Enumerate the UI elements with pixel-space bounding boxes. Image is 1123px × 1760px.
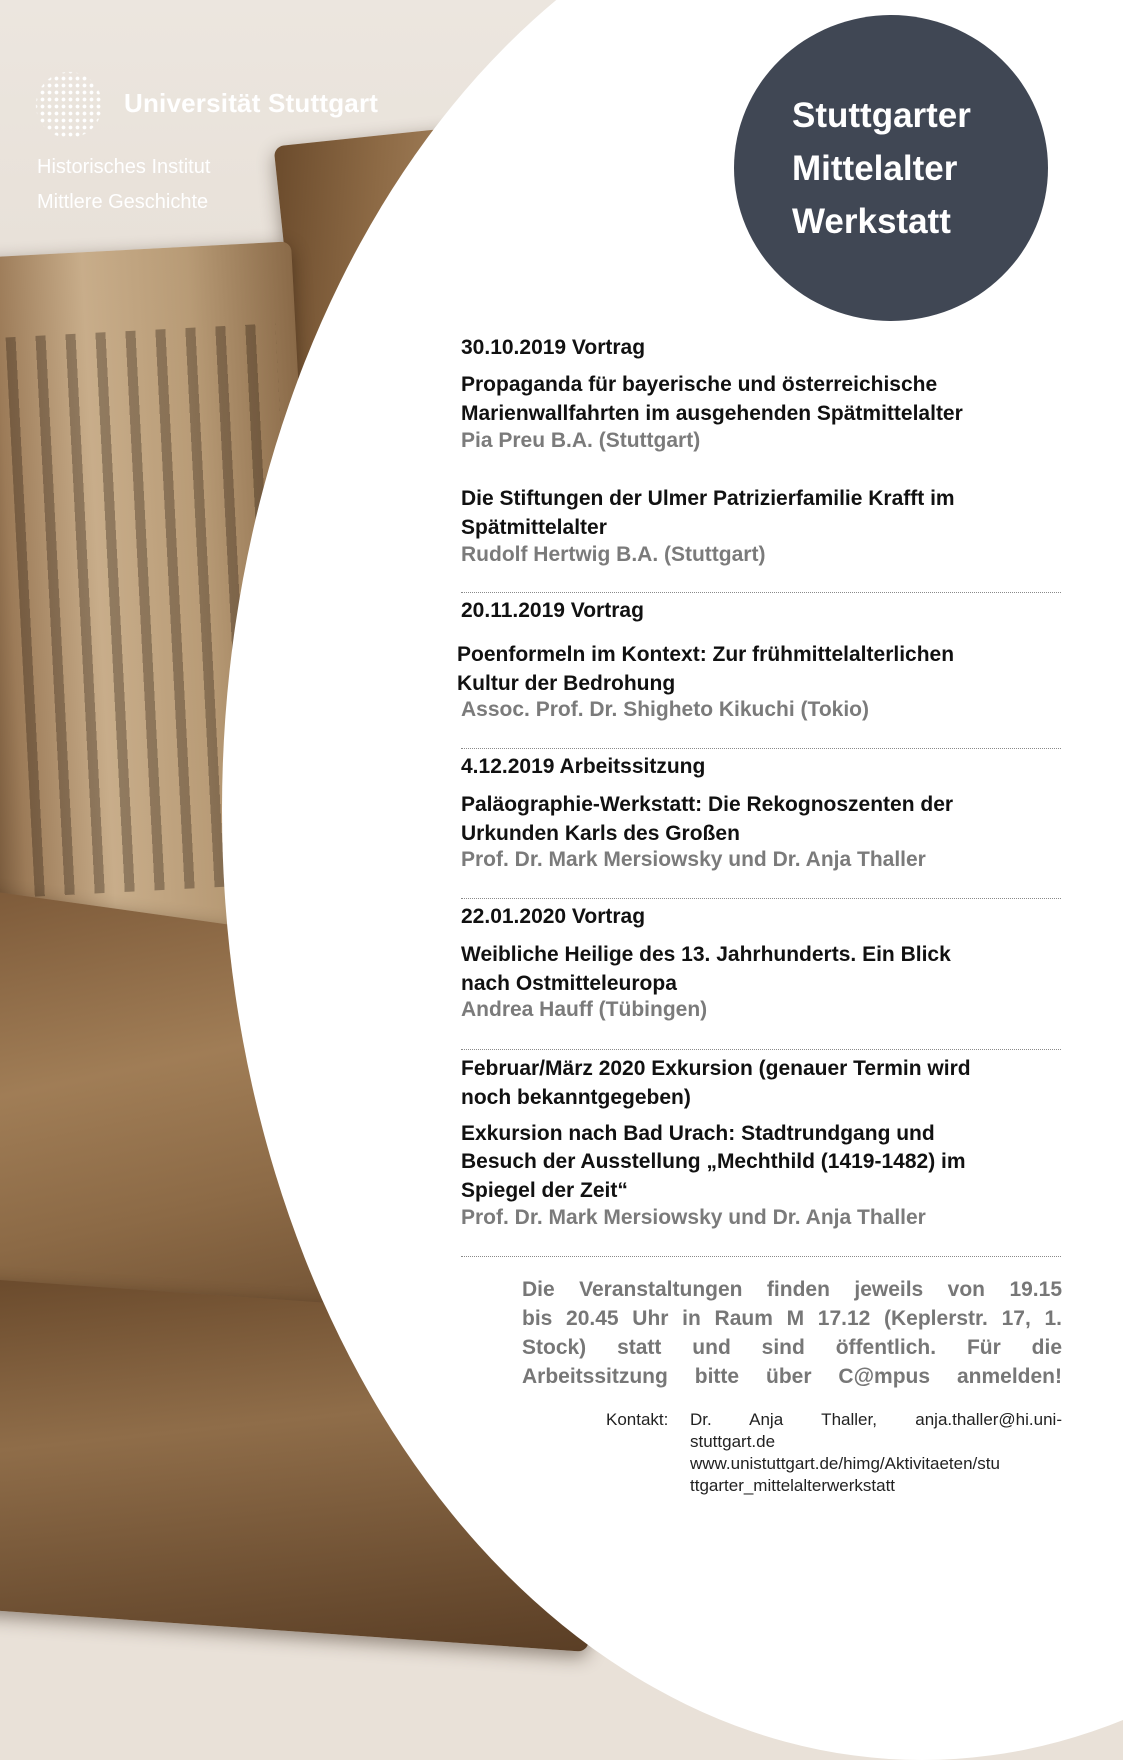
talk-title: nach Ostmitteleuropa xyxy=(461,972,677,995)
event-date: 4.12.2019 Arbeitssitzung xyxy=(461,755,706,778)
talk-title: Spätmittelalter xyxy=(461,516,607,539)
speaker: Pia Preu B.A. (Stuttgart) xyxy=(461,429,701,452)
speaker: Andrea Hauff (Tübingen) xyxy=(461,998,708,1021)
event-date: 30.10.2019 Vortrag xyxy=(461,336,646,359)
event-date: 22.01.2020 Vortrag xyxy=(461,905,646,928)
website-link[interactable]: ttgarter_mittelalterwerkstatt xyxy=(690,1476,896,1495)
talk-title: Besuch der Ausstellung „Mechthild (1419-1482) im xyxy=(461,1150,966,1173)
divider xyxy=(461,748,1061,749)
talk-title: Paläographie-Werkstatt: Die Rekognoszenten der xyxy=(461,793,954,816)
event-date: noch bekanntgegeben) xyxy=(461,1086,691,1109)
venue-note-line: Die Veranstaltungen finden jeweils von 19.15 xyxy=(522,1278,1062,1301)
talk-title: Die Stiftungen der Ulmer Patrizierfamilie Krafft im xyxy=(461,487,955,510)
talk-title: Propaganda für bayerische und österreichische xyxy=(461,373,938,396)
speaker: Rudolf Hertwig B.A. (Stuttgart) xyxy=(461,543,766,566)
speaker: Prof. Dr. Mark Mersiowsky und Dr. Anja Thaller xyxy=(461,1206,926,1229)
event-date: 20.11.2019 Vortrag xyxy=(461,599,644,622)
title-line: Stuttgarter xyxy=(792,96,971,135)
divider xyxy=(461,592,1061,593)
title-line: Mittelalter xyxy=(792,149,958,188)
talk-title: Kultur der Bedrohung xyxy=(457,672,676,695)
venue-note xyxy=(522,1275,1062,1391)
speaker: Prof. Dr. Mark Mersiowsky und Dr. Anja Thaller xyxy=(461,848,926,871)
venue-note-line: Arbeitssitzung bitte über C@mpus anmelden! xyxy=(522,1365,1062,1388)
talk-title: Poenformeln im Kontext: Zur frühmittelalterlichen xyxy=(457,643,955,666)
website-link[interactable]: www.unistuttgart.de/himg/Aktivitaeten/stu xyxy=(690,1454,1000,1473)
university-name: Universität Stuttgart xyxy=(124,88,379,118)
contact-line: Dr. Anja Thaller, anja.thaller@hi.uni- xyxy=(690,1410,1062,1429)
title-line: Werkstatt xyxy=(792,202,951,241)
talk-title: Spiegel der Zeit“ xyxy=(461,1179,628,1202)
talk-title: Exkursion nach Bad Urach: Stadtrundgang und xyxy=(461,1122,935,1145)
department-name: Mittlere Geschichte xyxy=(37,191,209,213)
talk-title: Urkunden Karls des Großen xyxy=(461,822,740,845)
contact-label: Kontakt: xyxy=(606,1410,669,1429)
speaker: Assoc. Prof. Dr. Shigheto Kikuchi (Tokio) xyxy=(461,698,869,721)
venue-note-line: Stock) statt und sind öffentlich. Für die xyxy=(522,1336,1062,1359)
contact-line: stuttgart.de xyxy=(690,1432,776,1451)
divider xyxy=(461,1049,1061,1050)
institute-name: Historisches Institut xyxy=(37,156,211,178)
divider xyxy=(461,898,1061,899)
venue-note-line: bis 20.45 Uhr in Raum M 17.12 (Keplerstr. 17, 1. xyxy=(522,1307,1062,1330)
divider xyxy=(461,1256,1061,1257)
talk-title: Weibliche Heilige des 13. Jahrhunderts. Ein Blick xyxy=(461,943,951,966)
talk-title: Marienwallfahrten im ausgehenden Spätmittelalter xyxy=(461,402,963,425)
event-date: Februar/März 2020 Exkursion (genauer Termin wird xyxy=(461,1057,971,1080)
